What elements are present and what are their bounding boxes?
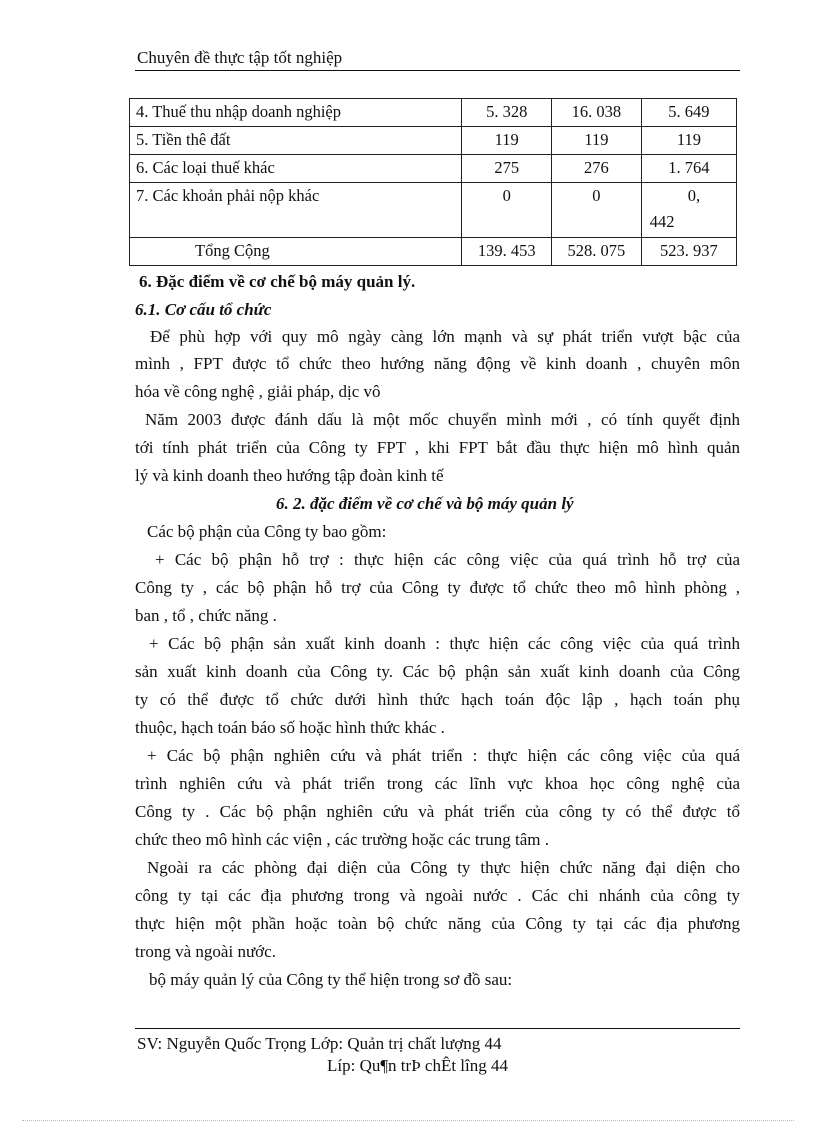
footer-rule [135,1028,740,1029]
row-label: 6. Các loại thuế khác [130,155,462,183]
table-row [130,183,737,238]
paragraph-line: bộ máy quản lý của Công ty thể hiện trong sơ đồ sau: [149,970,513,989]
cell-value: 1. 764 [641,155,736,183]
cell-value: 16. 038 [552,99,642,127]
cell-value: 119 [641,127,736,155]
table-row [130,155,737,183]
tax-table [129,98,737,266]
paragraph-line: thực hiện một phần hoặc toàn bộ chức năng của Công ty tại các địa phương [135,914,740,933]
cell-value: 276 [552,155,642,183]
cell-value: 523. 937 [641,238,736,266]
footer-student-line: SV: Nguyễn Quốc Trọng Lớp: Quản trị chất lượng 44 [137,1034,502,1053]
paragraph-line: ty có thể được tổ chức dưới hình thức hạch toán độc lập , hạch toán phụ [135,690,740,709]
paragraph-line: trình nghiên cứu và phát triển trong các lĩnh vực khoa học công nghệ của [135,774,740,793]
cell-value: 0 [552,183,642,238]
section-heading: 6. Đặc điểm về cơ chế bộ máy quản lý. [139,272,416,291]
row-label: 7. Các khoản phải nộp khác [130,183,462,238]
footer-class-line: Líp: Qu¶n trÞ chÊt lîng 44 [327,1056,508,1075]
paragraph-line: tới tính phát triển của Công ty FPT , khi FPT bắt đầu thực hiện mô hình quản [135,438,740,457]
cell-value: 119 [552,127,642,155]
cell-value [641,183,736,238]
paragraph-line: Các bộ phận của Công ty bao gồm: [147,522,387,541]
cell-value: 528. 075 [552,238,642,266]
paragraph-line: hóa về công nghệ , giải pháp, dịc vô [135,382,381,401]
header-rule [135,70,740,71]
paragraph-line: chức theo mô hình các viện , các trường hoặc các trung tâm . [135,830,550,849]
page-header-title: Chuyên đề thực tập tốt nghiệp [137,48,343,67]
paragraph-line: Ngoài ra các phòng đại diện của Công ty thực hiện chức năng đại diện cho [147,858,740,877]
row-label: 5. Tiền thê đất [130,127,462,155]
cell-value-part: 0, [687,186,701,205]
paragraph-line: thuộc, hạch toán báo số hoặc hình thức khác . [135,718,445,737]
table-row [130,99,737,127]
paragraph-line: + Các bộ phận nghiên cứu và phát triển : thực hiện các công việc của quá [147,746,740,765]
paragraph-line: sản xuất kinh doanh của Công ty. Các bộ phận sản xuất kinh doanh của Công [135,662,740,681]
cell-value: 139. 453 [462,238,552,266]
subsection-heading: 6.1. Cơ cấu tổ chức [135,300,272,319]
paragraph-line: trong và ngoài nước. [135,942,276,961]
paragraph-line: mình , FPT được tổ chức theo hướng năng động về kinh doanh , chuyên môn [135,354,740,373]
paragraph-line: lý và kinh doanh theo hướng tập đoàn kinh tế [135,466,444,485]
total-label: Tổng Cộng [130,238,462,266]
subsection-heading: 6. 2. đặc điểm về cơ chế và bộ máy quản lý [276,494,574,513]
page-edge [22,1120,794,1121]
paragraph-line: + Các bộ phận hỗ trợ : thực hiện các công việc của quá trình hỗ trợ của [155,550,740,569]
paragraph-line: Công ty , các bộ phận hỗ trợ của Công ty được tổ chức theo mô hình phòng , [135,578,740,597]
cell-value-part: 442 [649,212,675,231]
cell-value: 0 [462,183,552,238]
paragraph-line: Công ty . Các bộ phận nghiên cứu và phát triển của công ty có thể được tổ [135,802,740,821]
paragraph-line: Để phù hợp với quy mô ngày càng lớn mạnh và sự phát triển vượt bậc của [150,327,740,346]
cell-value: 119 [462,127,552,155]
cell-value: 5. 328 [462,99,552,127]
row-label: 4. Thuế thu nhập doanh nghiệp [130,99,462,127]
paragraph-line: + Các bộ phận sản xuất kinh doanh : thực hiện các công việc của quá trình [149,634,740,653]
paragraph-line: công ty tại các địa phương trong và ngoài nước . Các chi nhánh của công ty [135,886,740,905]
table-row [130,127,737,155]
paragraph-line: Năm 2003 được đánh dấu là một mốc chuyển mình mới , có tính quyết định [145,410,740,429]
table-row-total [130,238,737,266]
cell-value: 275 [462,155,552,183]
paragraph-line: ban , tổ , chức năng . [135,606,277,625]
cell-value: 5. 649 [641,99,736,127]
